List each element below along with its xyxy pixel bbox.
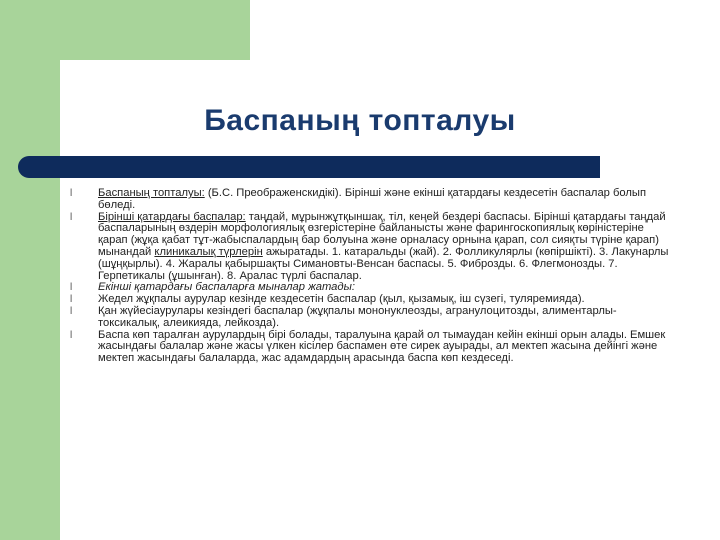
item-text: ажыратады. 1. катаральды (жай). 2. Фолликулярлы (көпіршікті). 3. Лакунарлы (шұңқырлы). 4. Жаралы қабыршақты Симановты-Венсан баспасы. 5. Фиброзды. 6. Флегмонозды. 7. Герпетикалы (ұшынған). 8. Аралас түрлі баспалар.	[98, 245, 669, 282]
bullet-icon: l	[70, 282, 73, 294]
list-item	[70, 330, 670, 365]
item-text: таңдай, мұрынжұтқыншақ, тіл, кеңей бездері баспасы. Бірінші қатардағы таңдай баспаларының өздерін морфологиялық өзгерістеріне байланысты және фарингоскопиялық көріністеріне қарап (жұқа қабат тұт-жабыспалардың бар болуына және орналасу орнына қарап, сол сияқты түріне қарап) мынандай	[98, 210, 666, 258]
green-left-band	[0, 0, 60, 540]
bullet-icon: l	[70, 188, 73, 199]
item-text: Жедел жұқпалы аурулар кезінде кездесетін баспалар (қыл, қызамық, іш сүзегі, туляремияда).	[98, 293, 585, 306]
title-underline-bar	[18, 156, 600, 178]
item-text: (Б.С. Преображенскидікі). Бірінші және екінші қатардағы кездесетін баспалар болып бөледі.	[98, 187, 647, 211]
bullet-icon: l	[70, 211, 73, 223]
bullet-list	[70, 188, 670, 365]
list-item	[70, 212, 670, 283]
slide-title: Баспаның топталуы	[204, 104, 516, 137]
item-text: Қан жүйесіаурулары кезіндегі баспалар (жұқпалы мононуклеозды, агранулоцитозды, алиментарлы-токсикалық, алеикияда, лейкозда).	[98, 304, 617, 329]
list-item	[70, 188, 670, 212]
item-underlined-phrase: клиникалық түрлерін	[154, 245, 263, 258]
list-item	[70, 306, 670, 330]
item-lead: Баспаның топталуы:	[98, 187, 205, 199]
item-italic-heading: Екінші қатардағы баспаларға мыналар жатады:	[98, 281, 355, 294]
item-text: Баспа көп таралған аурулардың бірі болады, таралуына қарай ол тымаудан кейін екінші орын алады. Емшек жасындағы балалар және жасы үлкен кісілер баспамен өте сирек ауырады, ал мектеп жасына дейінгі және мектеп жасындағы балаларда, жас адамдардың арасында баспа көп кездеседі.	[98, 328, 666, 365]
item-lead: Бірінші қатардағы баспалар:	[98, 210, 246, 223]
bullet-icon: l	[70, 305, 73, 317]
bullet-icon: l	[70, 294, 73, 306]
bullet-icon: l	[70, 329, 73, 341]
